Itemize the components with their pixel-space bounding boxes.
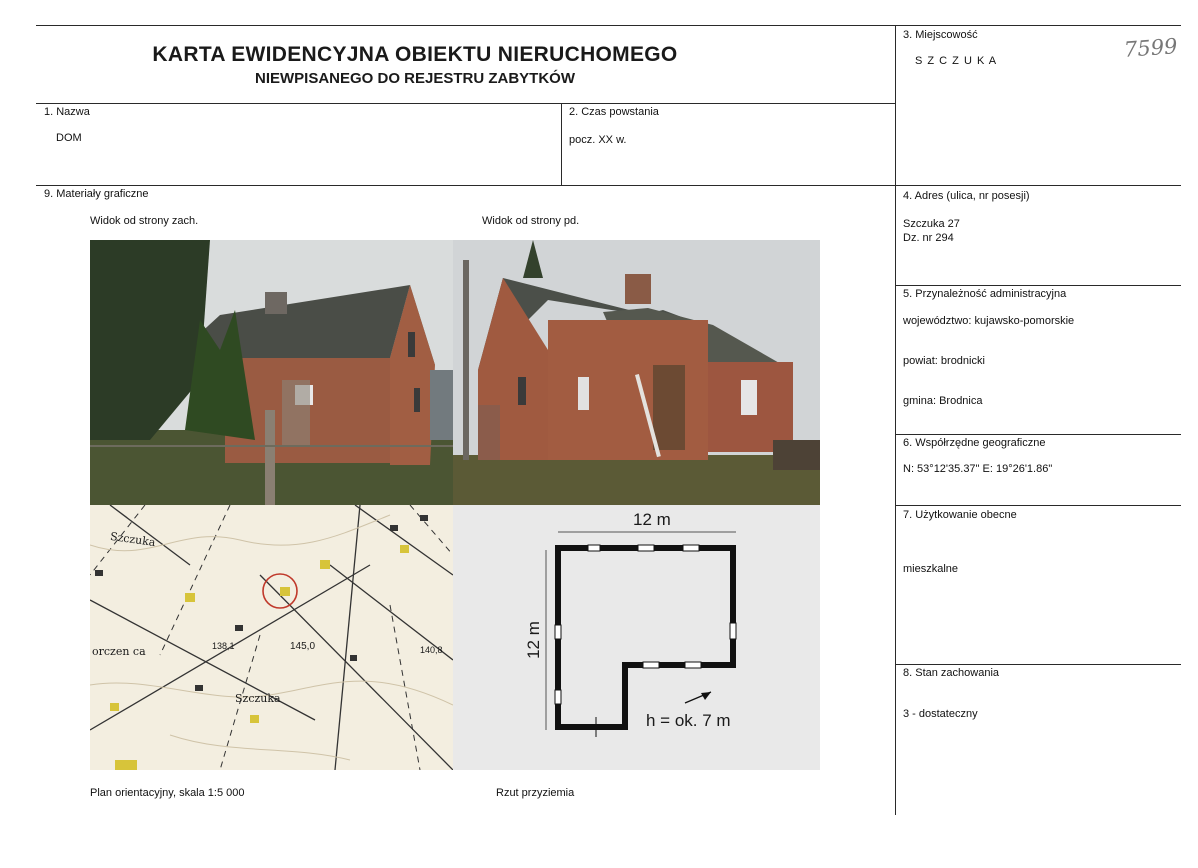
right-column-divider — [895, 25, 896, 815]
top-rule — [36, 25, 1181, 26]
plan-height-note: h = ok. 7 m — [646, 711, 731, 730]
rule-after-admin — [895, 434, 1181, 435]
photo-south-drawing — [453, 240, 820, 505]
czas-label: 2. Czas powstania — [569, 106, 659, 118]
rule-after-usage — [895, 664, 1181, 665]
materialy-label: 9. Materiały graficzne — [44, 188, 149, 200]
stan-value: 3 - dostateczny — [903, 708, 978, 720]
photo-south-caption: Widok od strony pd. — [482, 215, 580, 227]
header-bottom-rule — [36, 103, 895, 104]
card-title: KARTA EWIDENCYJNA OBIEKTU NIERUCHOMEGO — [152, 43, 678, 66]
wspolrzedne-value: N: 53°12'35.37" E: 19°26'1.86" — [903, 463, 1053, 475]
plan-caption: Rzut przyziemia — [496, 787, 575, 799]
miejscowosc-value: S Z C Z U K A — [915, 55, 998, 67]
nazwa-value: DOM — [56, 132, 82, 144]
rule-after-address — [895, 285, 1181, 286]
orientation-map — [90, 505, 453, 770]
powiat-value: powiat: brodnicki — [903, 355, 985, 367]
stan-label: 8. Stan zachowania — [903, 667, 1000, 679]
wspolrzedne-label: 6. Współrzędne geograficzne — [903, 437, 1046, 449]
gmina-value: gmina: Brodnica — [903, 395, 983, 407]
map-caption: Plan orientacyjny, skala 1:5 000 — [90, 787, 245, 799]
card-subtitle: NIEWPISANEGO DO REJESTRU ZABYTKÓW — [254, 70, 576, 87]
name-time-divider — [561, 103, 562, 185]
adres-line1: Szczuka 27 — [903, 218, 960, 230]
miejscowosc-label: 3. Miejscowość — [903, 29, 978, 41]
plan-dim-width: 12 m — [633, 510, 671, 529]
photo-south — [453, 240, 820, 505]
map-label-szczuka-top: Szczuka — [109, 529, 157, 550]
map-label-height-1408: 140,8 — [420, 645, 443, 655]
map-label-height-1450: 145,0 — [290, 641, 316, 652]
uzytkowanie-value: mieszkalne — [903, 563, 959, 575]
rule-after-coords — [895, 505, 1181, 506]
floor-plan-drawing — [453, 505, 820, 770]
nazwa-label: 1. Nazwa — [44, 106, 90, 118]
map-label-orczenica: orczen ca — [92, 645, 146, 658]
photo-west — [90, 240, 453, 505]
wojewodztwo-value: województwo: kujawsko-pomorskie — [903, 315, 1075, 327]
photo-west-drawing — [90, 240, 453, 505]
adres-label: 4. Adres (ulica, nr posesji) — [903, 190, 1030, 202]
czas-value: pocz. XX w. — [569, 134, 627, 146]
floor-plan — [453, 505, 820, 770]
handwritten-number: 7599 — [1123, 34, 1179, 62]
row1-bottom-rule — [36, 185, 1181, 186]
adres-line2: Dz. nr 294 — [903, 232, 954, 244]
plan-dim-height: 12 m — [523, 621, 543, 659]
map-label-height-1381: 138,1 — [212, 641, 235, 651]
przynaleznosc-label: 5. Przynależność administracyjna — [903, 288, 1067, 300]
uzytkowanie-label: 7. Użytkowanie obecne — [903, 509, 1017, 521]
map-label-szczuka-bottom: Szczuka — [235, 692, 281, 705]
photo-west-caption: Widok od strony zach. — [90, 215, 199, 227]
